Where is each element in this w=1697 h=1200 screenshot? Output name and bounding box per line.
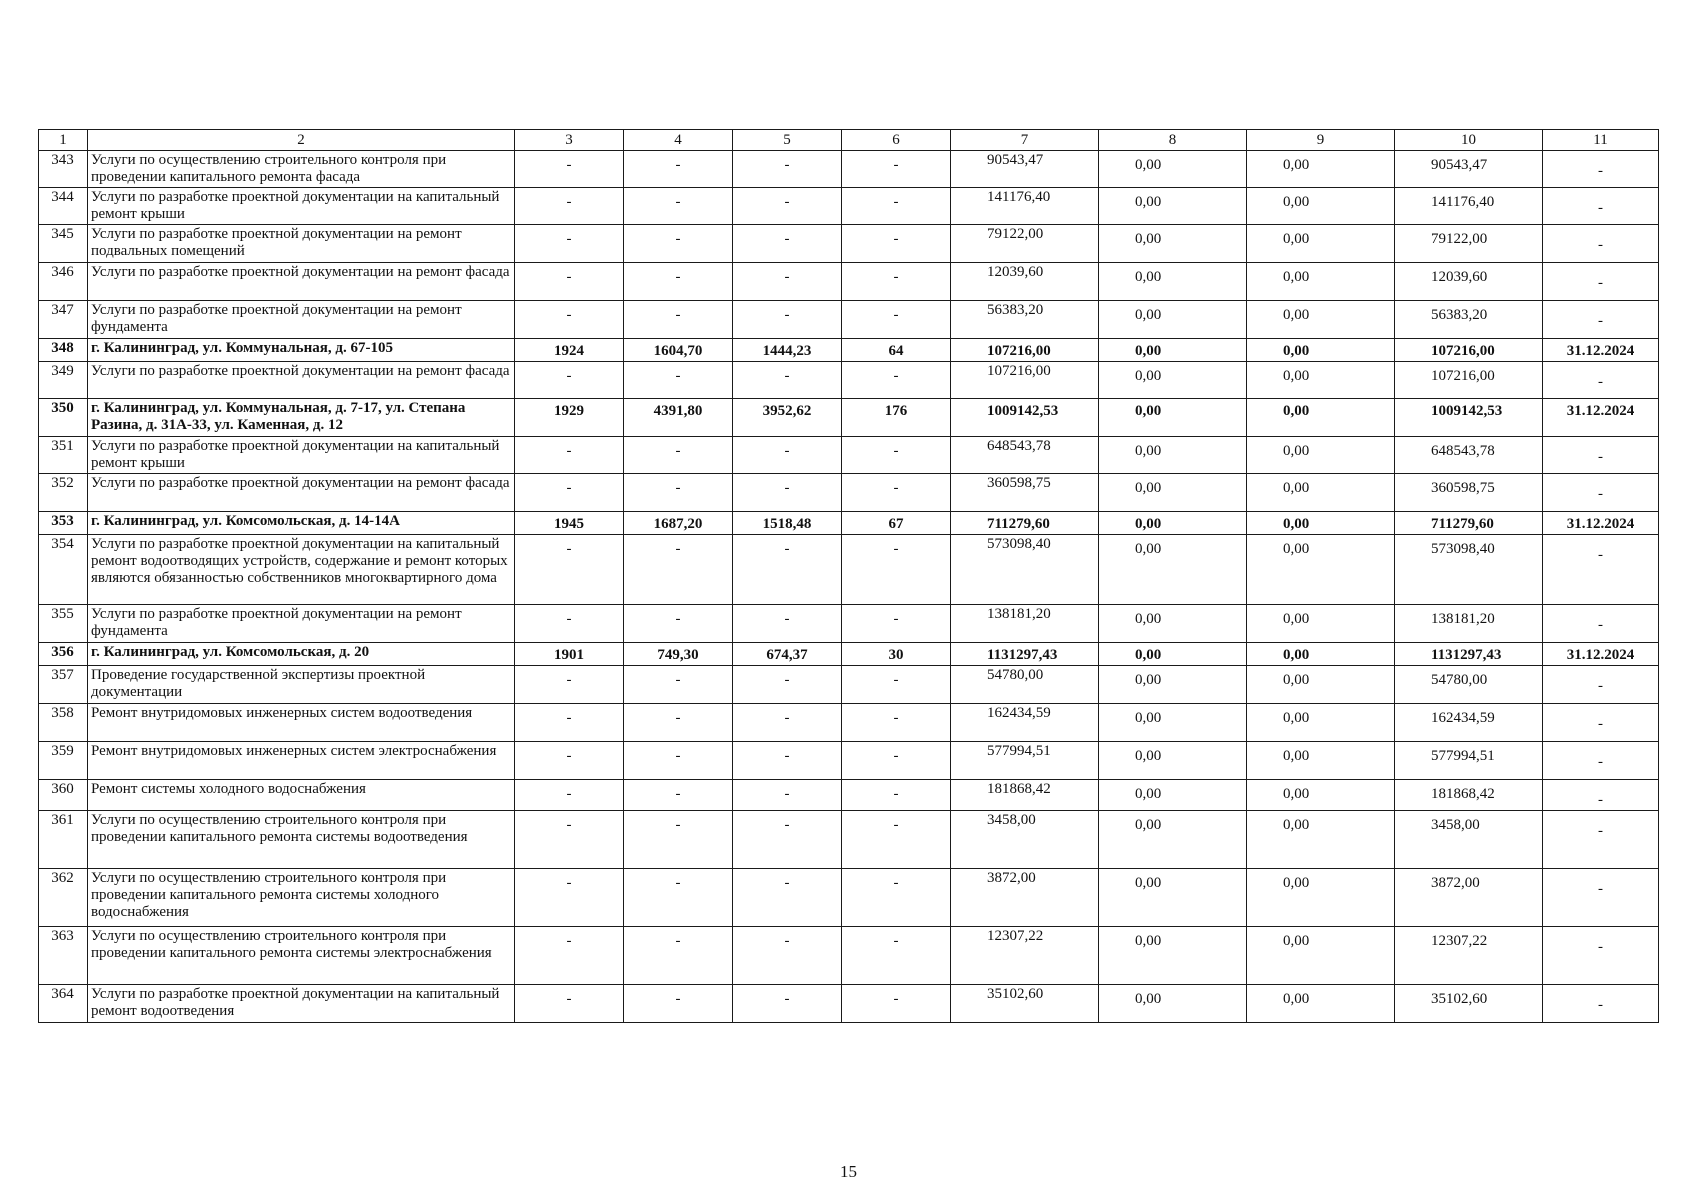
col10-amount: 79122,00 <box>1395 225 1543 263</box>
column-header: 3 <box>515 130 624 151</box>
col3-value: - <box>515 188 624 225</box>
col8-amount: 0,00 <box>1099 811 1247 869</box>
col8-amount: 0,00 <box>1099 263 1247 301</box>
col3-value: 1924 <box>515 339 624 362</box>
column-header: 10 <box>1395 130 1543 151</box>
col5-value: - <box>733 780 842 811</box>
col9-amount: 0,00 <box>1247 780 1395 811</box>
row-description: Услуги по разработке проектной документации на ремонт фасада <box>88 362 515 399</box>
col9-amount: 0,00 <box>1247 301 1395 339</box>
col11-deadline: 31.12.2024 <box>1543 643 1659 666</box>
row-description: Услуги по разработке проектной документации на ремонт фундамента <box>88 605 515 643</box>
table-row <box>39 301 1659 339</box>
col8-amount: 0,00 <box>1099 535 1247 605</box>
col9-amount: 0,00 <box>1247 437 1395 474</box>
row-number: 345 <box>39 225 88 263</box>
col4-value: - <box>624 225 733 263</box>
col4-value: - <box>624 605 733 643</box>
row-description: Ремонт внутридомовых инженерных систем водоотведения <box>88 704 515 742</box>
col9-amount: 0,00 <box>1247 151 1395 188</box>
col10-amount: 35102,60 <box>1395 985 1543 1023</box>
table-row <box>39 780 1659 811</box>
column-header: 2 <box>88 130 515 151</box>
col9-amount: 0,00 <box>1247 643 1395 666</box>
row-description: Услуги по осуществлению строительного контроля при проведении капитального ремонта системы электроснабжения <box>88 927 515 985</box>
col10-amount: 573098,40 <box>1395 535 1543 605</box>
col3-value: - <box>515 666 624 704</box>
row-number: 344 <box>39 188 88 225</box>
row-number: 355 <box>39 605 88 643</box>
col10-amount: 1009142,53 <box>1395 399 1543 437</box>
row-description: Услуги по разработке проектной документации на ремонт фасада <box>88 474 515 512</box>
col10-amount: 56383,20 <box>1395 301 1543 339</box>
works-table <box>38 129 1659 1023</box>
col6-value: 67 <box>842 512 951 535</box>
col10-amount: 107216,00 <box>1395 339 1543 362</box>
column-header: 9 <box>1247 130 1395 151</box>
col10-amount: 1131297,43 <box>1395 643 1543 666</box>
col8-amount: 0,00 <box>1099 742 1247 780</box>
col3-value: - <box>515 301 624 339</box>
col10-amount: 107216,00 <box>1395 362 1543 399</box>
col3-value: - <box>515 263 624 301</box>
col7-amount: 1009142,53 <box>951 399 1099 437</box>
row-description: Проведение государственной экспертизы проектной документации <box>88 666 515 704</box>
col10-amount: 3458,00 <box>1395 811 1543 869</box>
row-description: г. Калининград, ул. Коммунальная, д. 67-105 <box>88 339 515 362</box>
col3-value: - <box>515 535 624 605</box>
column-header: 7 <box>951 130 1099 151</box>
col4-value: 4391,80 <box>624 399 733 437</box>
row-description: Ремонт системы холодного водоснабжения <box>88 780 515 811</box>
col9-amount: 0,00 <box>1247 339 1395 362</box>
col5-value: - <box>733 666 842 704</box>
col10-amount: 12307,22 <box>1395 927 1543 985</box>
col4-value: - <box>624 188 733 225</box>
col6-value: - <box>842 474 951 512</box>
col6-value: - <box>842 869 951 927</box>
col11-deadline: - <box>1543 927 1659 985</box>
col11-deadline: - <box>1543 666 1659 704</box>
table-row <box>39 225 1659 263</box>
row-description: Услуги по осуществлению строительного контроля при проведении капитального ремонта фасада <box>88 151 515 188</box>
col9-amount: 0,00 <box>1247 666 1395 704</box>
col11-deadline: - <box>1543 263 1659 301</box>
col6-value: 64 <box>842 339 951 362</box>
column-header: 5 <box>733 130 842 151</box>
col8-amount: 0,00 <box>1099 512 1247 535</box>
col6-value: 176 <box>842 399 951 437</box>
col3-value: 1945 <box>515 512 624 535</box>
col7-amount: 90543,47 <box>951 151 1099 188</box>
col11-deadline: 31.12.2024 <box>1543 339 1659 362</box>
col10-amount: 54780,00 <box>1395 666 1543 704</box>
col8-amount: 0,00 <box>1099 151 1247 188</box>
col4-value: - <box>624 151 733 188</box>
address-row <box>39 399 1659 437</box>
col3-value: - <box>515 985 624 1023</box>
col9-amount: 0,00 <box>1247 704 1395 742</box>
row-description: г. Калининград, ул. Комсомольская, д. 14-14А <box>88 512 515 535</box>
col3-value: - <box>515 362 624 399</box>
col5-value: - <box>733 811 842 869</box>
col10-amount: 90543,47 <box>1395 151 1543 188</box>
col8-amount: 0,00 <box>1099 437 1247 474</box>
row-description: Услуги по осуществлению строительного контроля при проведении капитального ремонта системы холодного водоснабжения <box>88 869 515 927</box>
row-description: Услуги по разработке проектной документации на ремонт фасада <box>88 263 515 301</box>
col7-amount: 12307,22 <box>951 927 1099 985</box>
col7-amount: 711279,60 <box>951 512 1099 535</box>
col4-value: - <box>624 437 733 474</box>
col3-value: - <box>515 927 624 985</box>
col6-value: - <box>842 188 951 225</box>
col3-value: - <box>515 811 624 869</box>
address-row <box>39 643 1659 666</box>
col3-value: - <box>515 437 624 474</box>
col7-amount: 107216,00 <box>951 362 1099 399</box>
col7-amount: 648543,78 <box>951 437 1099 474</box>
col3-value: - <box>515 704 624 742</box>
col11-deadline: - <box>1543 437 1659 474</box>
row-number: 353 <box>39 512 88 535</box>
col10-amount: 12039,60 <box>1395 263 1543 301</box>
table-row <box>39 474 1659 512</box>
table-row <box>39 927 1659 985</box>
column-header: 6 <box>842 130 951 151</box>
col5-value: - <box>733 225 842 263</box>
col9-amount: 0,00 <box>1247 362 1395 399</box>
col10-amount: 138181,20 <box>1395 605 1543 643</box>
col4-value: - <box>624 263 733 301</box>
col11-deadline: - <box>1543 704 1659 742</box>
col5-value: - <box>733 151 842 188</box>
row-number: 349 <box>39 362 88 399</box>
table-row <box>39 985 1659 1023</box>
address-row <box>39 512 1659 535</box>
col8-amount: 0,00 <box>1099 399 1247 437</box>
col10-amount: 181868,42 <box>1395 780 1543 811</box>
col9-amount: 0,00 <box>1247 742 1395 780</box>
col10-amount: 711279,60 <box>1395 512 1543 535</box>
col4-value: - <box>624 666 733 704</box>
col7-amount: 79122,00 <box>951 225 1099 263</box>
col8-amount: 0,00 <box>1099 780 1247 811</box>
col7-amount: 1131297,43 <box>951 643 1099 666</box>
row-description: Услуги по осуществлению строительного контроля при проведении капитального ремонта системы водоотведения <box>88 811 515 869</box>
col9-amount: 0,00 <box>1247 188 1395 225</box>
col7-amount: 54780,00 <box>951 666 1099 704</box>
col4-value: - <box>624 301 733 339</box>
table-row <box>39 535 1659 605</box>
col8-amount: 0,00 <box>1099 869 1247 927</box>
table-row <box>39 742 1659 780</box>
col7-amount: 138181,20 <box>951 605 1099 643</box>
row-number: 351 <box>39 437 88 474</box>
col6-value: - <box>842 301 951 339</box>
col10-amount: 141176,40 <box>1395 188 1543 225</box>
col5-value: 674,37 <box>733 643 842 666</box>
col6-value: - <box>842 742 951 780</box>
table-row <box>39 362 1659 399</box>
row-description: Услуги по разработке проектной документации на капитальный ремонт водоотводящих устройств, содержание и ремонт которых являются обязанностью собственников многоквартирного дома <box>88 535 515 605</box>
col9-amount: 0,00 <box>1247 399 1395 437</box>
col6-value: 30 <box>842 643 951 666</box>
col7-amount: 181868,42 <box>951 780 1099 811</box>
row-number: 354 <box>39 535 88 605</box>
row-number: 359 <box>39 742 88 780</box>
col11-deadline: - <box>1543 811 1659 869</box>
row-number: 348 <box>39 339 88 362</box>
row-description: Услуги по разработке проектной документации на ремонт фундамента <box>88 301 515 339</box>
col7-amount: 3872,00 <box>951 869 1099 927</box>
row-number: 361 <box>39 811 88 869</box>
col10-amount: 162434,59 <box>1395 704 1543 742</box>
col11-deadline: - <box>1543 362 1659 399</box>
col5-value: - <box>733 869 842 927</box>
row-number: 364 <box>39 985 88 1023</box>
row-number: 357 <box>39 666 88 704</box>
col5-value: - <box>733 704 842 742</box>
col4-value: 1687,20 <box>624 512 733 535</box>
col6-value: - <box>842 605 951 643</box>
col8-amount: 0,00 <box>1099 666 1247 704</box>
col3-value: - <box>515 869 624 927</box>
col10-amount: 577994,51 <box>1395 742 1543 780</box>
col4-value: - <box>624 985 733 1023</box>
col9-amount: 0,00 <box>1247 263 1395 301</box>
col3-value: - <box>515 225 624 263</box>
col11-deadline: - <box>1543 742 1659 780</box>
col3-value: - <box>515 780 624 811</box>
table-row <box>39 704 1659 742</box>
col5-value: - <box>733 437 842 474</box>
row-number: 346 <box>39 263 88 301</box>
col5-value: - <box>733 535 842 605</box>
col8-amount: 0,00 <box>1099 605 1247 643</box>
col5-value: 1518,48 <box>733 512 842 535</box>
col4-value: - <box>624 535 733 605</box>
col5-value: - <box>733 927 842 985</box>
col3-value: 1901 <box>515 643 624 666</box>
row-number: 350 <box>39 399 88 437</box>
col4-value: 1604,70 <box>624 339 733 362</box>
column-header: 1 <box>39 130 88 151</box>
table-row <box>39 437 1659 474</box>
col4-value: - <box>624 742 733 780</box>
row-number: 352 <box>39 474 88 512</box>
col6-value: - <box>842 535 951 605</box>
col9-amount: 0,00 <box>1247 927 1395 985</box>
col6-value: - <box>842 362 951 399</box>
table-row <box>39 869 1659 927</box>
col4-value: - <box>624 474 733 512</box>
address-row <box>39 339 1659 362</box>
col9-amount: 0,00 <box>1247 474 1395 512</box>
col7-amount: 162434,59 <box>951 704 1099 742</box>
col3-value: - <box>515 605 624 643</box>
row-number: 358 <box>39 704 88 742</box>
col3-value: 1929 <box>515 399 624 437</box>
col9-amount: 0,00 <box>1247 512 1395 535</box>
col11-deadline: 31.12.2024 <box>1543 399 1659 437</box>
col5-value: - <box>733 985 842 1023</box>
col5-value: - <box>733 263 842 301</box>
table-row <box>39 263 1659 301</box>
col8-amount: 0,00 <box>1099 704 1247 742</box>
col4-value: - <box>624 780 733 811</box>
col8-amount: 0,00 <box>1099 225 1247 263</box>
col7-amount: 573098,40 <box>951 535 1099 605</box>
col4-value: - <box>624 811 733 869</box>
col5-value: - <box>733 474 842 512</box>
col6-value: - <box>842 225 951 263</box>
col11-deadline: - <box>1543 869 1659 927</box>
row-description: Услуги по разработке проектной документации на ремонт подвальных помещений <box>88 225 515 263</box>
col5-value: - <box>733 742 842 780</box>
col3-value: - <box>515 742 624 780</box>
col5-value: - <box>733 301 842 339</box>
table-row <box>39 811 1659 869</box>
col7-amount: 107216,00 <box>951 339 1099 362</box>
column-header: 4 <box>624 130 733 151</box>
col6-value: - <box>842 704 951 742</box>
col11-deadline: - <box>1543 151 1659 188</box>
col5-value: 3952,62 <box>733 399 842 437</box>
col7-amount: 360598,75 <box>951 474 1099 512</box>
col7-amount: 12039,60 <box>951 263 1099 301</box>
col6-value: - <box>842 927 951 985</box>
col9-amount: 0,00 <box>1247 225 1395 263</box>
col7-amount: 141176,40 <box>951 188 1099 225</box>
col6-value: - <box>842 985 951 1023</box>
table-row <box>39 605 1659 643</box>
col11-deadline: - <box>1543 985 1659 1023</box>
col7-amount: 56383,20 <box>951 301 1099 339</box>
col6-value: - <box>842 666 951 704</box>
row-number: 356 <box>39 643 88 666</box>
table-row <box>39 188 1659 225</box>
col4-value: - <box>624 927 733 985</box>
row-number: 360 <box>39 780 88 811</box>
col5-value: - <box>733 605 842 643</box>
row-description: Услуги по разработке проектной документации на капитальный ремонт крыши <box>88 188 515 225</box>
col11-deadline: - <box>1543 188 1659 225</box>
col4-value: 749,30 <box>624 643 733 666</box>
table-row <box>39 666 1659 704</box>
col6-value: - <box>842 437 951 474</box>
table-header-row <box>39 130 1659 151</box>
column-header: 8 <box>1099 130 1247 151</box>
col4-value: - <box>624 362 733 399</box>
col8-amount: 0,00 <box>1099 643 1247 666</box>
col8-amount: 0,00 <box>1099 188 1247 225</box>
row-description: Услуги по разработке проектной документации на капитальный ремонт водоотведения <box>88 985 515 1023</box>
col8-amount: 0,00 <box>1099 339 1247 362</box>
col9-amount: 0,00 <box>1247 535 1395 605</box>
col5-value: - <box>733 362 842 399</box>
col9-amount: 0,00 <box>1247 985 1395 1023</box>
row-number: 362 <box>39 869 88 927</box>
row-description: Ремонт внутридомовых инженерных систем электроснабжения <box>88 742 515 780</box>
col6-value: - <box>842 263 951 301</box>
col11-deadline: - <box>1543 301 1659 339</box>
col3-value: - <box>515 474 624 512</box>
column-header: 11 <box>1543 130 1659 151</box>
col8-amount: 0,00 <box>1099 362 1247 399</box>
col6-value: - <box>842 780 951 811</box>
col7-amount: 35102,60 <box>951 985 1099 1023</box>
col10-amount: 3872,00 <box>1395 869 1543 927</box>
col7-amount: 577994,51 <box>951 742 1099 780</box>
col4-value: - <box>624 704 733 742</box>
col5-value: 1444,23 <box>733 339 842 362</box>
col3-value: - <box>515 151 624 188</box>
col9-amount: 0,00 <box>1247 869 1395 927</box>
col6-value: - <box>842 811 951 869</box>
col11-deadline: - <box>1543 605 1659 643</box>
col4-value: - <box>624 869 733 927</box>
row-number: 363 <box>39 927 88 985</box>
row-number: 347 <box>39 301 88 339</box>
col11-deadline: - <box>1543 225 1659 263</box>
page-number: 15 <box>840 1162 857 1181</box>
col8-amount: 0,00 <box>1099 985 1247 1023</box>
row-description: г. Калининград, ул. Комсомольская, д. 20 <box>88 643 515 666</box>
col6-value: - <box>842 151 951 188</box>
col10-amount: 360598,75 <box>1395 474 1543 512</box>
col9-amount: 0,00 <box>1247 811 1395 869</box>
col9-amount: 0,00 <box>1247 605 1395 643</box>
row-description: Услуги по разработке проектной документации на капитальный ремонт крыши <box>88 437 515 474</box>
col11-deadline: - <box>1543 535 1659 605</box>
col11-deadline: 31.12.2024 <box>1543 512 1659 535</box>
col11-deadline: - <box>1543 780 1659 811</box>
col11-deadline: - <box>1543 474 1659 512</box>
col5-value: - <box>733 188 842 225</box>
col8-amount: 0,00 <box>1099 301 1247 339</box>
col8-amount: 0,00 <box>1099 927 1247 985</box>
row-description: г. Калининград, ул. Коммунальная, д. 7-17, ул. Степана Разина, д. 31А-33, ул. Каменная, д. 12 <box>88 399 515 437</box>
row-number: 343 <box>39 151 88 188</box>
col7-amount: 3458,00 <box>951 811 1099 869</box>
table-row <box>39 151 1659 188</box>
col8-amount: 0,00 <box>1099 474 1247 512</box>
col10-amount: 648543,78 <box>1395 437 1543 474</box>
